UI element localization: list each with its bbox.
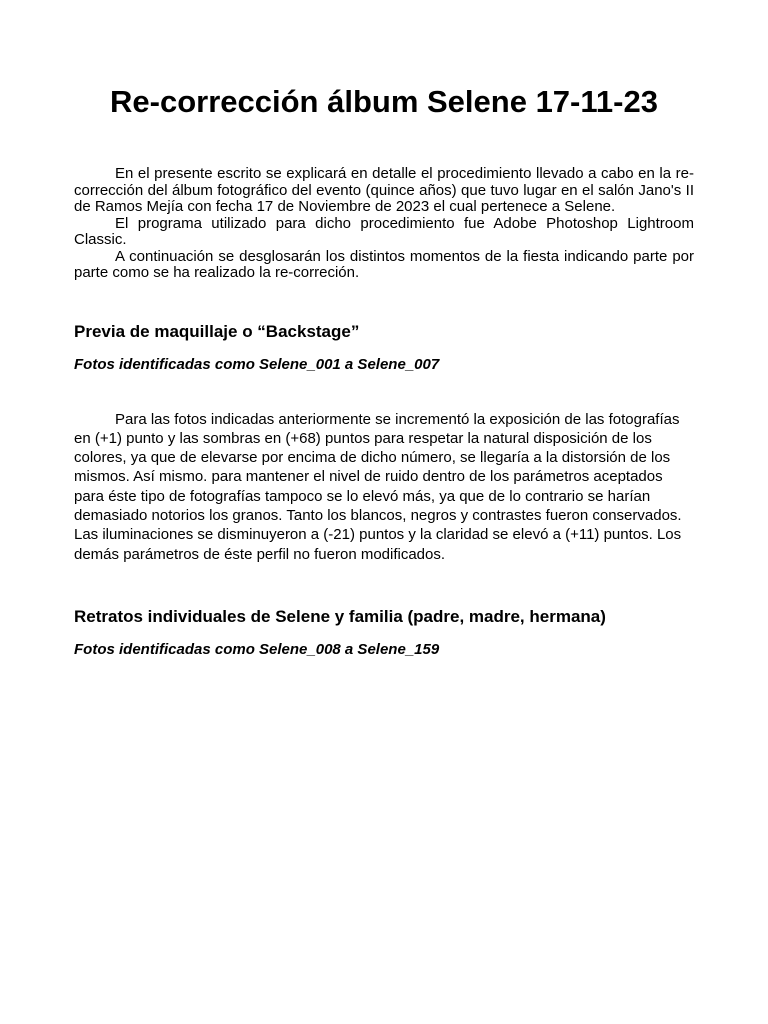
- intro-paragraph: A continuación se desglosarán los distintos momentos de la fiesta indicando parte por parte como se ha realizado la re-correción.: [74, 247, 694, 281]
- intro-paragraph: El programa utilizado para dicho procedimiento fue Adobe Photoshop Lightroom Classic.: [74, 214, 694, 248]
- section-subheading-backstage: Fotos identificadas como Selene_001 a Selene_007: [74, 355, 440, 373]
- section-subheading-portraits: Fotos identificadas como Selene_008 a Selene_159: [74, 640, 440, 658]
- section-body-backstage: Para las fotos indicadas anteriormente se incrementó la exposición de las fotografías en (+1) punto y las sombras en (+68) puntos para respetar la natural disposición de los colores, ya que de elevarse por encima de dicho número, se llegaría a la distorsión de los mismos. Así mismo. para mantener el nivel de ruido dentro de los parámetros aceptados para éste tipo de fotografías tampoco se lo elevó más, ya que de lo contrario se harían demasiado notorios los granos. Tanto los blancos, negros y contrastes fueron conservados. Las iluminaciones se disminuyeron a (-21) puntos y la claridad se elevó a (+11) puntos. Los demás parámetros de éste perfil no fueron modificados.: [74, 410, 682, 563]
- section-heading-portraits: Retratos individuales de Selene y familia (padre, madre, hermana): [74, 606, 606, 626]
- intro-block: [74, 166, 694, 282]
- document-title: Re-corrección álbum Selene 17-11-23: [110, 84, 658, 119]
- intro-paragraph: En el presente escrito se explicará en detalle el procedimiento llevado a cabo en la re-corrección del álbum fotográfico del evento (quince años) que tuvo lugar en el salón Jano's II de Ramos Mejía con fecha 17 de Noviembre de 2023 el cual pertenece a Selene.: [74, 165, 694, 215]
- section-heading-backstage: Previa de maquillaje o “Backstage”: [74, 321, 360, 341]
